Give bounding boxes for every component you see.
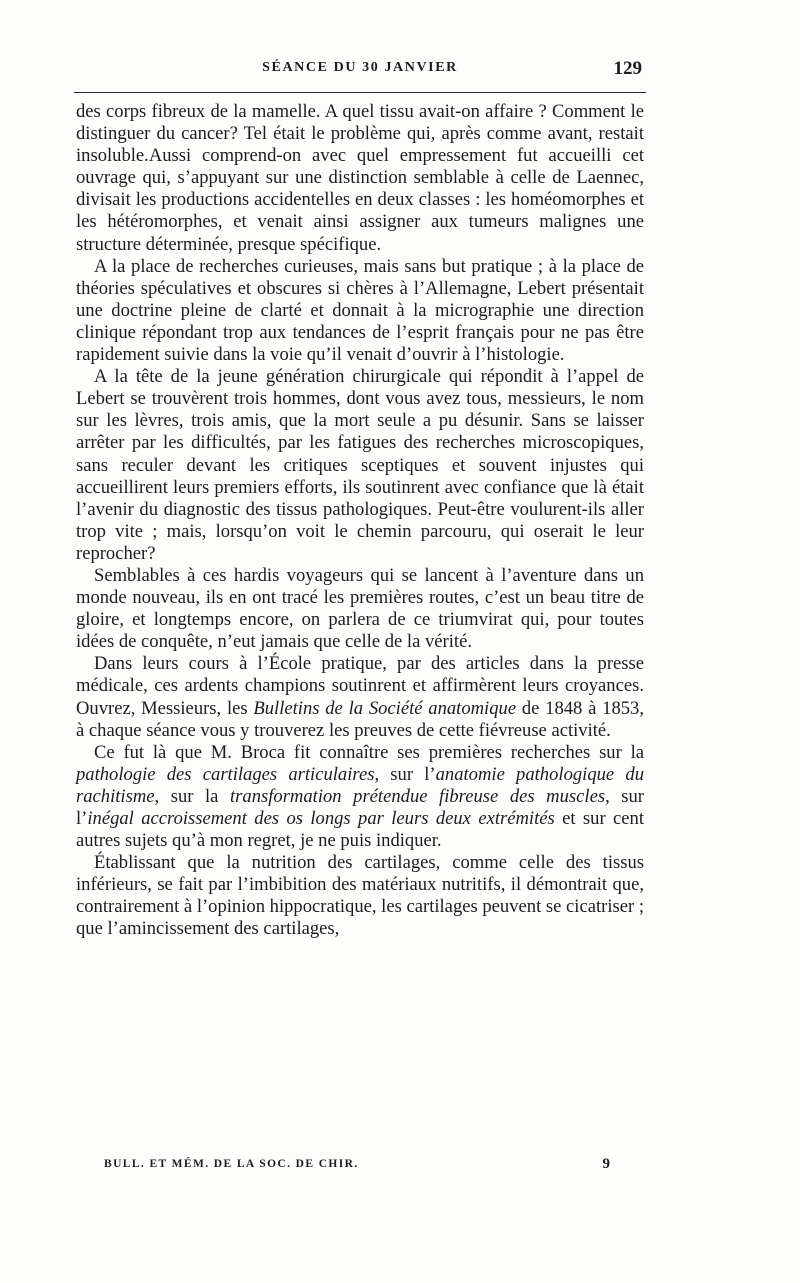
text-run: de 1848 à 1853, à chaque séance vous y trouverez les preuves de cette fiévreuse activité. (76, 697, 644, 741)
running-title: SÉANCE DU 30 JANVIER (262, 60, 458, 75)
text-run: , sur l’ (76, 785, 645, 829)
text-run: et sur cent autres sujets qu’à mon regret, je ne puis indiquer. (76, 808, 644, 852)
paragraph (76, 742, 644, 852)
page-footer (104, 1158, 614, 1178)
body-text (76, 101, 644, 941)
text-run: , sur l’ (374, 763, 436, 785)
italic-title-run: anatomie pathologique du rachitisme (76, 763, 644, 807)
italic-title-run: Bulletins de la Société anatomique (253, 697, 517, 719)
paragraph (76, 256, 644, 366)
running-header (74, 58, 646, 86)
paragraph (76, 366, 644, 565)
text-run: Semblables à ces hardis voyageurs qui se lancent à l’aventure dans un monde nouveau, ils en ont tracé les premières routes, c’est un beau titre de gloire, et longtemps encore, on parlera de ce triumvirat qui, pour toutes idées de conquête, n’eut jamais que celle de la vérité. (76, 564, 644, 653)
paragraph (76, 101, 644, 256)
italic-title-run: inégal accroissement des os longs par leurs deux extrémités (87, 808, 555, 829)
text-run: Ce fut là que M. Broca fit connaître ses premières recherches sur la (94, 741, 644, 763)
signature-mark: 9 (602, 1156, 610, 1172)
italic-title-run: pathologie des cartilages articulaires (76, 763, 375, 785)
text-run: Dans leurs cours à l’École pratique, par des articles dans la presse médicale, ces ardents champions soutinrent et affirmèrent leurs croyances. Ouvrez, Messieurs, les (76, 653, 644, 719)
footer-label: BULL. ET MÉM. DE LA SOC. DE CHIR. (104, 1158, 359, 1170)
text-run: A la place de recherches curieuses, mais sans but pratique ; à la place de théories spéculatives et obscures si chères à l’Allemagne, Lebert présentait une doctrine pleine de clarté et donnait à la micrographie une direction clinique répondant trop aux tendances de l’esprit français pour ne pas être rapidement suivie dans la voie qu’il venait d’ouvrir à l’histologie. (76, 255, 644, 366)
italic-title-run: transformation prétendue fibreuse des muscles (230, 785, 606, 807)
text-run: A la tête de la jeune génération chirurgicale qui répondit à l’appel de Lebert se trouvèrent trois hommes, dont vous avez tous, messieurs, le nom sur les lèvres, trois amis, que la mort seule a pu désunir. Sans se laisser arrêter par les difficultés, par les fatigues des recherches microscopiques, sans reculer devant les critiques sceptiques et souvent injustes qui accueillirent leurs premiers efforts, ils soutinrent avec confiance que là était l’avenir du diagnostic des tissus pathologiques. Peut-être voulurent-ils aller trop vite ; mais, lorsqu’on voit le chemin parcouru, qui oserait le leur reprocher? (76, 366, 644, 564)
header-rule (74, 92, 646, 93)
paragraph (76, 852, 644, 940)
text-run: des corps fibreux de la mamelle. A quel tissu avait-on affaire ? Comment le distinguer du cancer? Tel était le problème qui, après comme avant, restait insoluble.Aussi comprend-on avec quel empressement fut accueilli cet ouvrage qui, s’appuyant sur une distinction semblable à celle de Laennec, divisait les productions accidentelles en deux classes : les homéomorphes et les hétéromorphes, et venait ainsi assigner aux tumeurs malignes une structure déterminée, presque spécifique. (76, 101, 644, 255)
paragraph (76, 565, 644, 653)
text-run: , sur la (154, 785, 230, 807)
paragraph (76, 653, 644, 741)
text-run: Établissant que la nutrition des cartilages, comme celle des tissus inférieurs, se fait par l’imbibition des matériaux nutritifs, il démontrait que, contrairement à l’opinion hippocratique, les cartilages peuvent se cicatriser ; que l’amincissement des cartilages, (76, 852, 644, 940)
page-number: 129 (613, 58, 642, 79)
